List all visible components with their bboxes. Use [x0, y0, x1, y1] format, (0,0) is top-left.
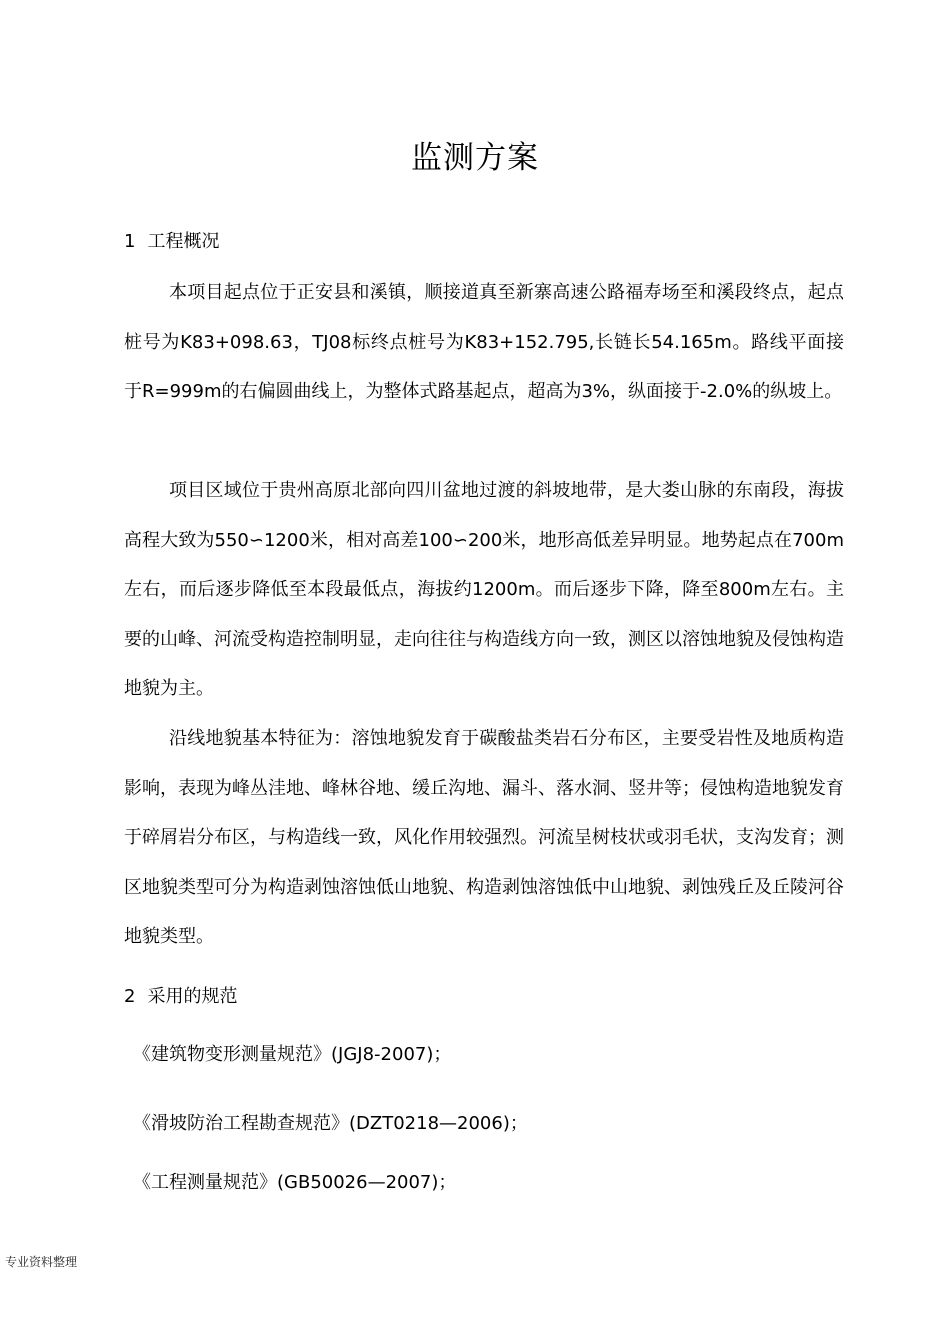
paragraph: 沿线地貌基本特征为：溶蚀地貌发育于碳酸盐类岩石分布区，主要受岩性及地质构造影响，表现为峰丛洼地、峰林谷地、缓丘沟地、漏斗、落水洞、竖井等；侵蚀构造地貌发育于碎屑岩分布区，与构造线一致，风化作用较强烈。河流呈树枝状或羽毛状，支沟发育；测区地貌类型可分为构造剥蚀溶蚀低山地貌、构造剥蚀溶蚀低中山地貌、剥蚀残丘及丘陵河谷地貌类型。	[124, 728, 844, 947]
section-number: 1	[124, 231, 136, 252]
reference-item: 《工程测量规范》(GB50026—2007)；	[133, 1172, 457, 1193]
section-number: 2	[124, 986, 136, 1007]
paragraph: 项目区域位于贵州高原北部向四川盆地过渡的斜坡地带，是大娄山脉的东南段，海拔高程大致为550∽1200米，相对高差100∽200米，地形高低差异明显。地势起点在700m左右，而后逐步降低至本段最低点，海拔约1200m。而后逐步下降，降至800m左右。主要的山峰、河流受构造控制明显，走向往往与构造线方向一致，测区以溶蚀地貌及侵蚀构造地貌为主。	[124, 480, 844, 699]
section-heading-text: 工程概况	[147, 231, 220, 252]
section-heading-1	[124, 230, 219, 254]
footer-note: 专业资料整理	[5, 1255, 78, 1269]
section-heading-text: 采用的规范	[147, 986, 238, 1007]
section-heading-2	[124, 985, 237, 1009]
reference-item: 《滑坡防治工程勘查规范》(DZT0218—2006)；	[133, 1113, 528, 1134]
paragraph: 本项目起点位于正安县和溪镇，顺接道真至新寨高速公路福寿场至和溪段终点，起点桩号为K83+098.63，TJ08标终点桩号为K83+152.795,长链长54.165m。路线平面接于R=999m的右偏圆曲线上，为整体式路基起点，超高为3%，纵面接于-2.0%的纵坡上。	[124, 282, 844, 402]
reference-item: 《建筑物变形测量规范》(JGJ8-2007)；	[133, 1044, 452, 1065]
document-title: 监测方案	[411, 140, 539, 176]
